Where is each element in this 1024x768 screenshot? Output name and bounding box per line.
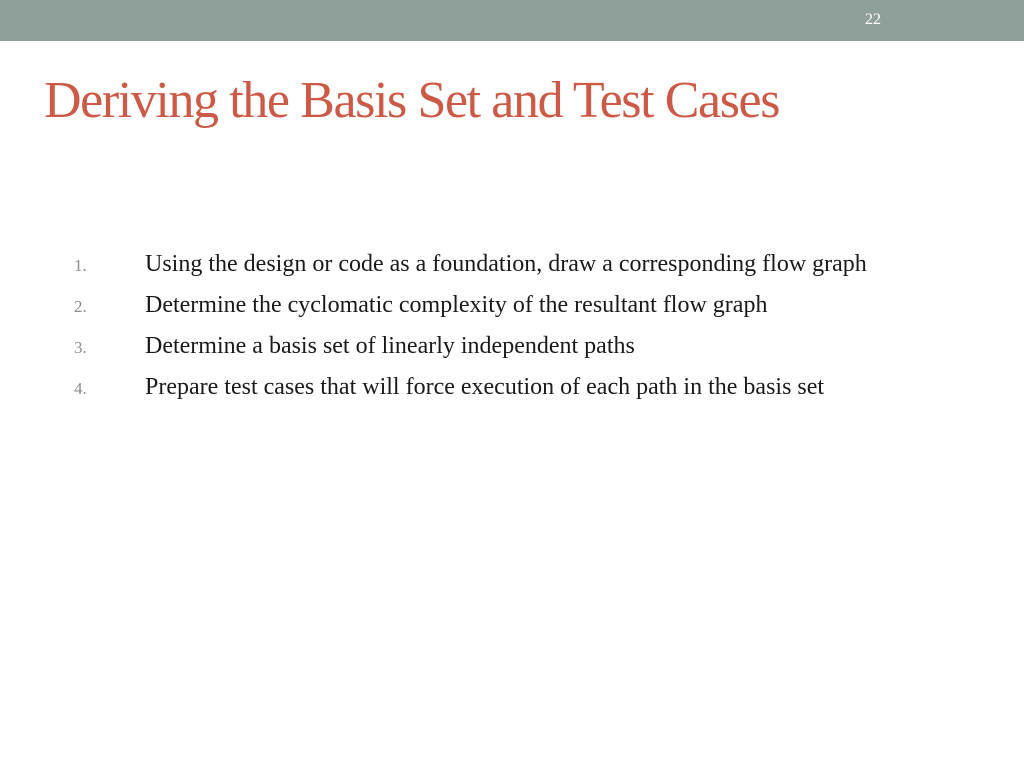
step-item (74, 247, 944, 281)
step-text: Determine the cyclomatic complexity of the resultant flow graph (145, 292, 768, 318)
step-text: Prepare test cases that will force execution of each path in the basis set (145, 374, 825, 400)
top-bar (0, 0, 1024, 41)
step-text: Using the design or code as a foundation, draw a corresponding flow graph (145, 251, 867, 277)
step-item (74, 329, 944, 363)
step-number: 1. (74, 256, 87, 275)
slide-title: Deriving the Basis Set and Test Cases (44, 72, 780, 129)
slide-number: 22 (865, 11, 881, 28)
step-list (74, 247, 944, 411)
step-item (74, 370, 944, 404)
step-text: Determine a basis set of linearly independent paths (145, 333, 635, 359)
step-number: 4. (74, 379, 87, 398)
step-item (74, 288, 944, 322)
step-number: 3. (74, 338, 87, 357)
step-number: 2. (74, 297, 87, 316)
